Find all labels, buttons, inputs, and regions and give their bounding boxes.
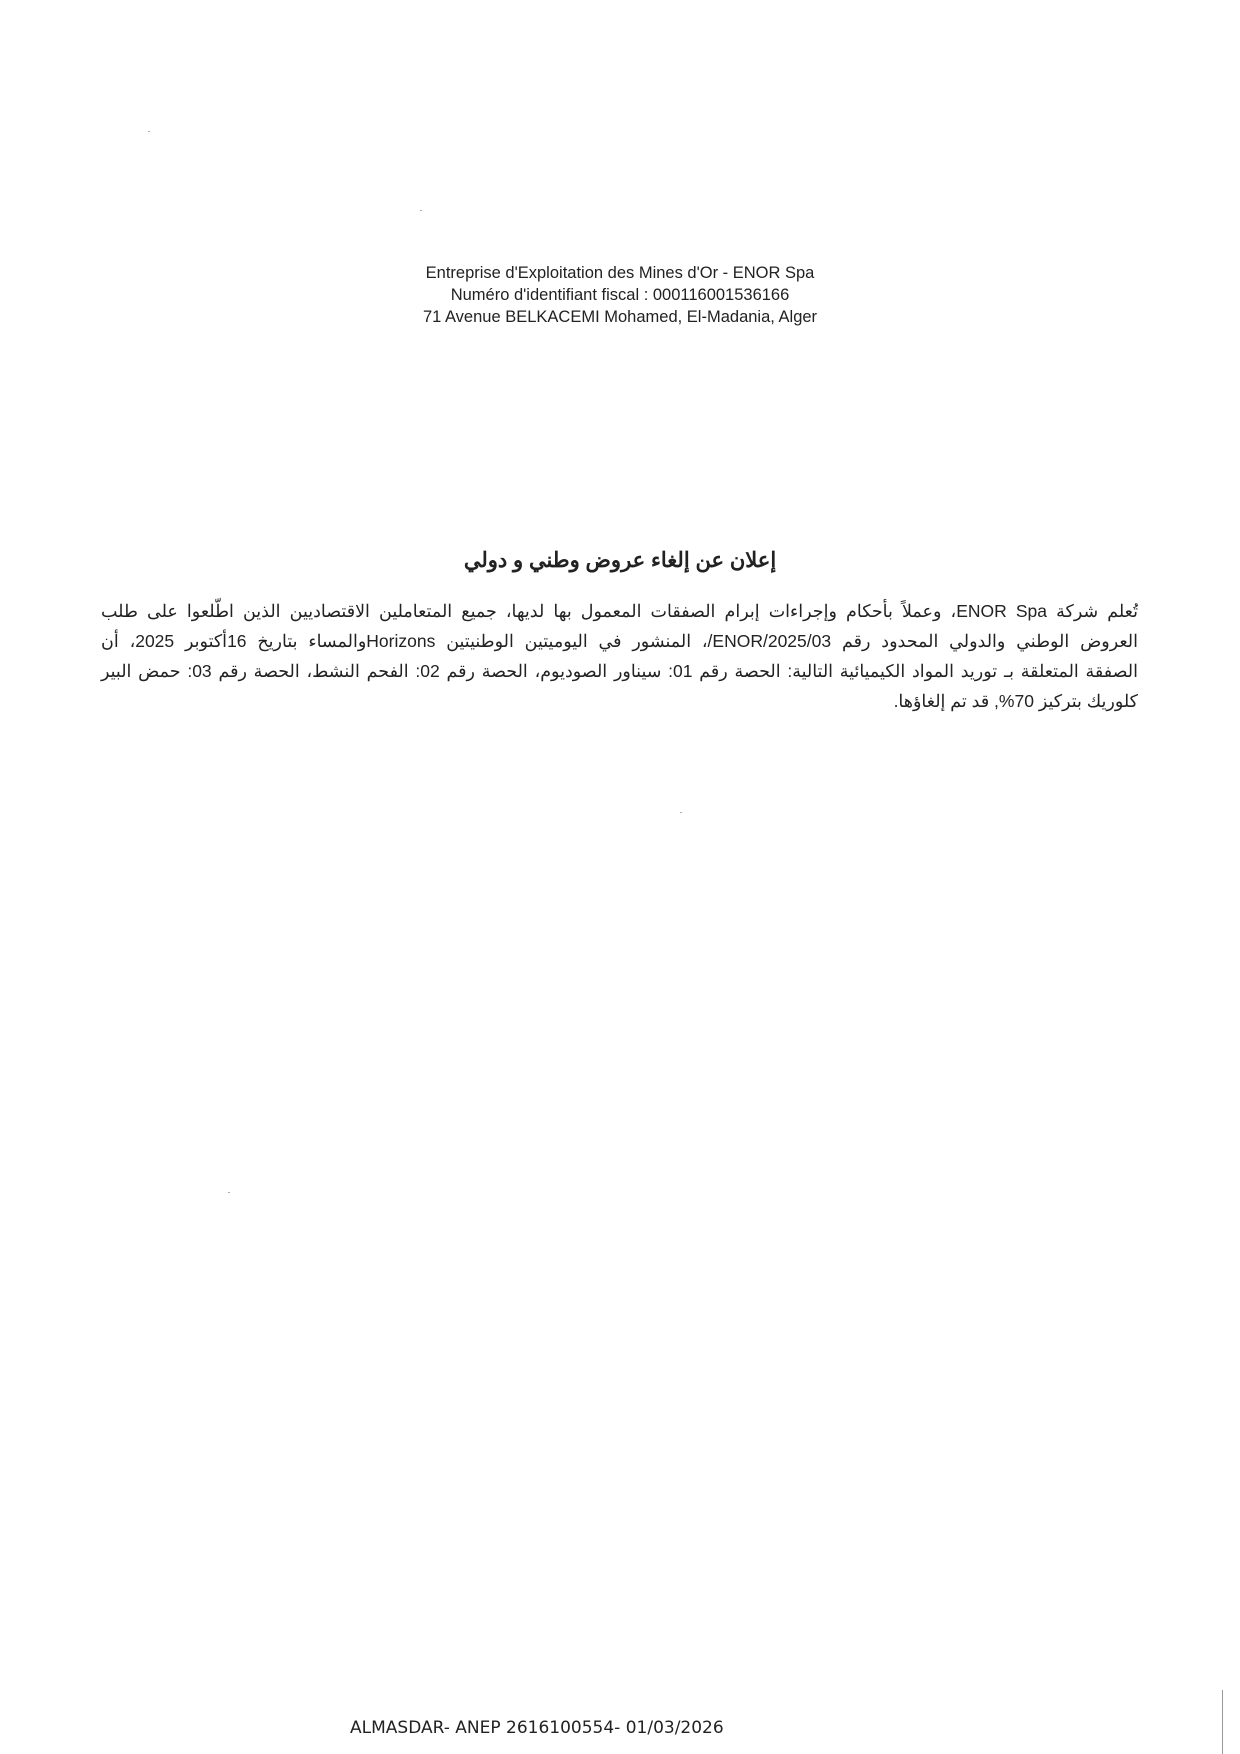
company-header	[0, 262, 1240, 328]
tax-id: Numéro d'identifiant fiscal : 000116001536166	[450, 286, 790, 304]
company-name: Entreprise d'Exploitation des Mines d'Or - ENOR Spa	[425, 264, 815, 282]
scan-speck	[680, 812, 682, 813]
scan-speck	[148, 131, 150, 132]
publication-reference: ALMASDAR- ANEP 2616100554- 01/03/2026	[350, 1718, 724, 1738]
body-line: تُعلم شركة ENOR Spa، وعملاً بأحكام وإجراءات إبرام الصفقات المعمول بها لديها، جميع المتعاملين الاقتصاديين الذين اطّلعوا على طلب	[101, 601, 1138, 621]
body-line: كلوريك بتركيز 70%, قد تم إلغاؤها.	[893, 691, 1138, 711]
body-line: الصفقة المتعلقة بـ توريد المواد الكيميائية التالية: الحصة رقم 01: سيناور الصوديوم، الحصة رقم 02: الفحم النشط، الحصة رقم 03: حمض البير	[101, 661, 1139, 681]
scan-speck	[228, 1192, 230, 1193]
notice-body	[101, 596, 1138, 716]
company-address: 71 Avenue BELKACEMI Mohamed, El-Madania, Alger	[422, 308, 818, 326]
body-line: العروض الوطني والدولي المحدود رقم ENOR/2025/03/، المنشور في اليوميتين الوطنيتين Horizonsوالمساء بتاريخ 16أكتوبر 2025، أن	[101, 631, 1138, 651]
scan-speck	[420, 210, 422, 211]
scan-edge-line	[1222, 1690, 1223, 1754]
notice-title: إعلان عن إلغاء عروض وطني و دولي	[463, 549, 777, 572]
